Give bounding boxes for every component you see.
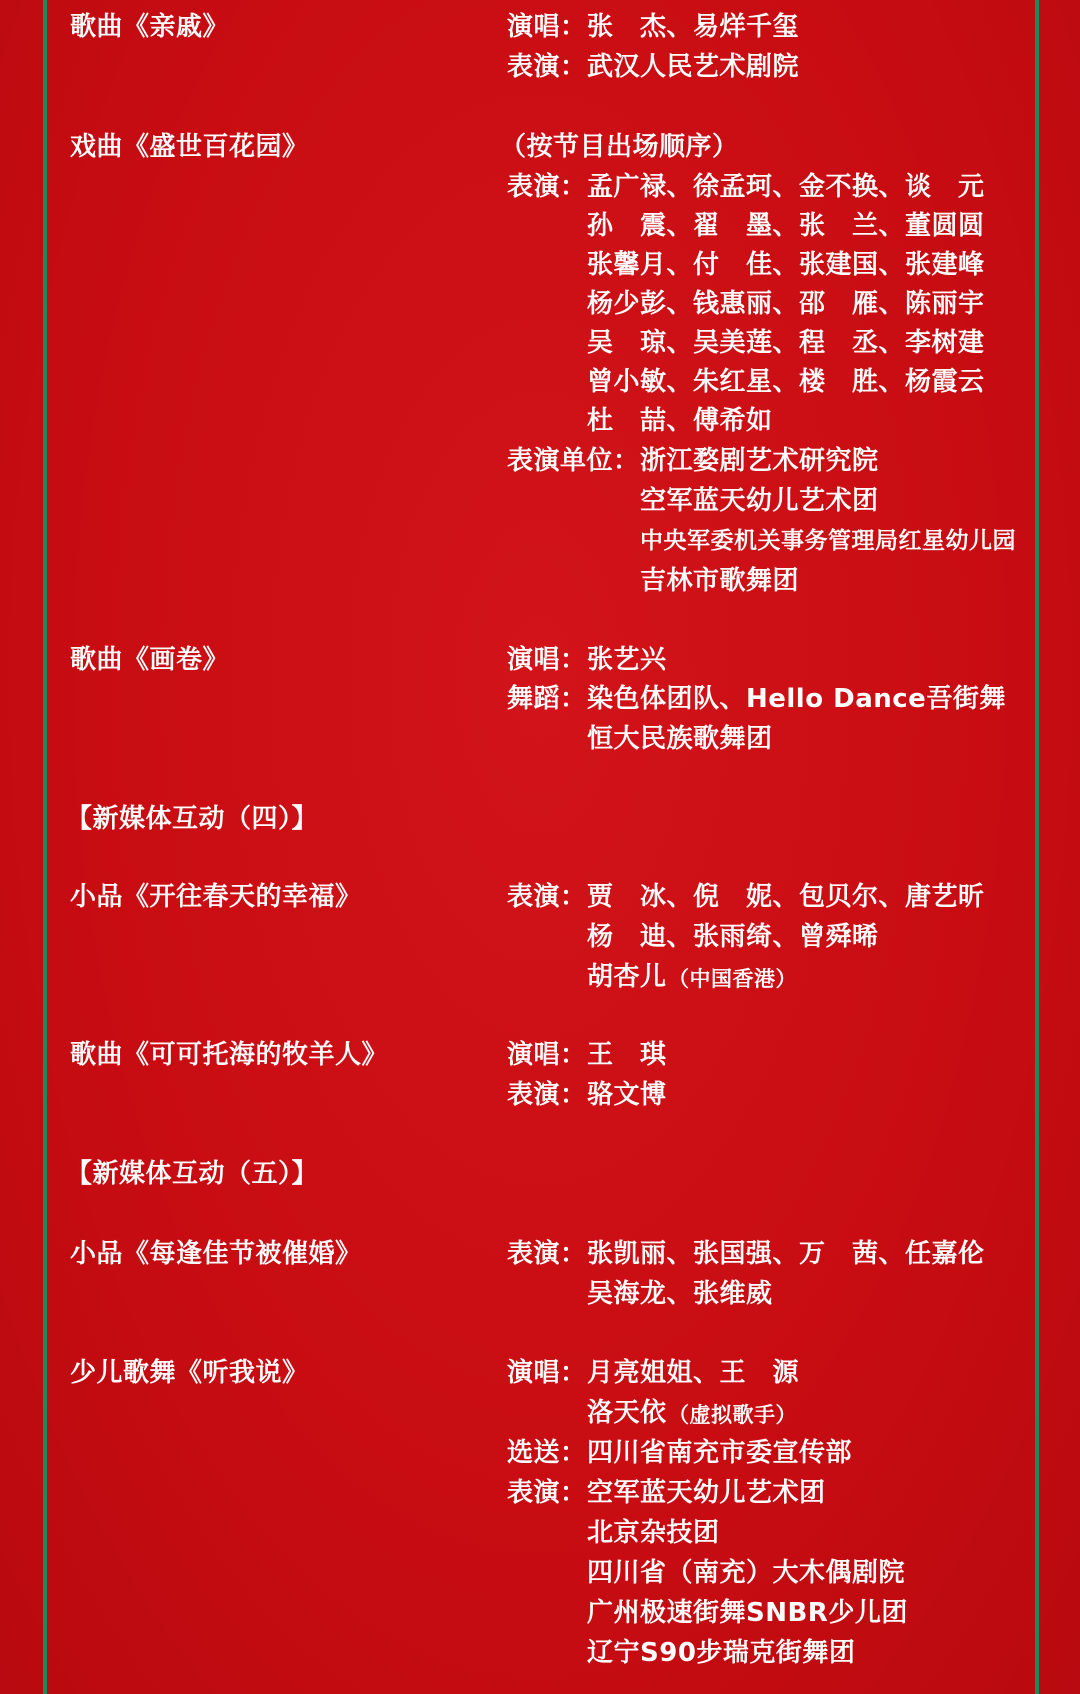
- program-title: 小品《开往春天的幸福》: [70, 882, 362, 912]
- credit-value: 恒大民族歌舞团: [587, 724, 773, 754]
- credit-value: 染色体团队、Hello Dance吾街舞: [587, 684, 1006, 714]
- credit-label: 演唱：: [507, 1358, 587, 1388]
- credit-label: 演唱：: [507, 645, 587, 675]
- credit-value: 北京杂技团: [587, 1518, 720, 1548]
- section-heading: 【新媒体互动（四）】: [66, 804, 319, 834]
- section-heading: 【新媒体互动（五）】: [66, 1159, 319, 1189]
- credit-label: 舞蹈：: [507, 684, 587, 714]
- credit-label: 表演：: [507, 1080, 587, 1110]
- credit-label: 选送：: [507, 1438, 587, 1468]
- credit-value: 四川省（南充）大木偶剧院: [587, 1558, 906, 1588]
- credit-value: 骆文博: [587, 1080, 667, 1110]
- credit-value: 吉林市歌舞团: [640, 566, 800, 596]
- program-title: 歌曲《画卷》: [70, 645, 230, 675]
- credit-value: 胡杏儿: [587, 962, 667, 992]
- credit-value: 张艺兴: [587, 645, 667, 675]
- program-title: 歌曲《亲戚》: [70, 12, 230, 42]
- credit-value: 贾 冰、倪 妮、包贝尔、唐艺昕: [587, 882, 985, 912]
- credit-value: 孟广禄、徐孟珂、金不换、谈 元: [587, 172, 985, 202]
- program-title: 戏曲《盛世百花园》: [70, 132, 309, 162]
- credit-value: 中央军委机关事务管理局红星幼儿园: [640, 528, 1016, 554]
- credit-value: 吴 琼、吴美莲、程 丞、李树建: [587, 328, 985, 358]
- credit-value: 空军蓝天幼儿艺术团: [640, 486, 879, 516]
- program-title: 少儿歌舞《听我说》: [70, 1358, 309, 1388]
- credit-label: 表演：: [507, 172, 587, 202]
- credit-label: 表演：: [507, 1478, 587, 1508]
- credit-label: 演唱：: [507, 1040, 587, 1070]
- program-title: 歌曲《可可托海的牧羊人》: [70, 1040, 389, 1070]
- credit-value: 王 琪: [587, 1040, 667, 1070]
- credit-value: 张凯丽、张国强、万 茜、任嘉伦: [587, 1239, 985, 1269]
- left-border-line: [43, 0, 47, 1694]
- credit-value: 曾小敏、朱红星、楼 胜、杨霞云: [587, 367, 985, 397]
- credit-value: 武汉人民艺术剧院: [587, 52, 800, 82]
- credit-label: 演唱：: [507, 12, 587, 42]
- credit-value: 广州极速街舞SNBR少儿团: [587, 1598, 908, 1628]
- credit-value: 张馨月、付 佳、张建国、张建峰: [587, 250, 985, 280]
- credit-label: 表演：: [507, 52, 587, 82]
- credit-value: 洛天依: [587, 1398, 667, 1428]
- right-border-line: [1035, 0, 1039, 1694]
- credit-value: 空军蓝天幼儿艺术团: [587, 1478, 826, 1508]
- credit-label: 表演单位：: [507, 446, 640, 476]
- credit-label: 表演：: [507, 1239, 587, 1269]
- region-note: （中国香港）: [668, 967, 797, 991]
- credit-value: 吴海龙、张维威: [587, 1279, 773, 1309]
- credit-value: 杨少彭、钱惠丽、邵 雁、陈丽宇: [587, 289, 985, 319]
- program-title: 小品《每逢佳节被催婚》: [70, 1239, 362, 1269]
- credit-value: 杜 喆、傅希如: [587, 406, 773, 436]
- credit-value: 张 杰、易烊千玺: [587, 12, 800, 42]
- credit-value: 杨 迪、张雨绮、曾舜晞: [587, 922, 879, 952]
- virtual-singer-note: （虚拟歌手）: [668, 1403, 797, 1427]
- credit-value: 四川省南充市委宣传部: [587, 1438, 853, 1468]
- credit-label: 表演：: [507, 882, 587, 912]
- credit-value: 辽宁S90步瑞克街舞团: [587, 1638, 856, 1668]
- credit-value: 月亮姐姐、王 源: [587, 1358, 800, 1388]
- credit-value: 浙江婺剧艺术研究院: [640, 446, 879, 476]
- order-note: （按节目出场顺序）: [500, 132, 739, 162]
- credit-value: 孙 震、翟 墨、张 兰、董圆圆: [587, 211, 985, 241]
